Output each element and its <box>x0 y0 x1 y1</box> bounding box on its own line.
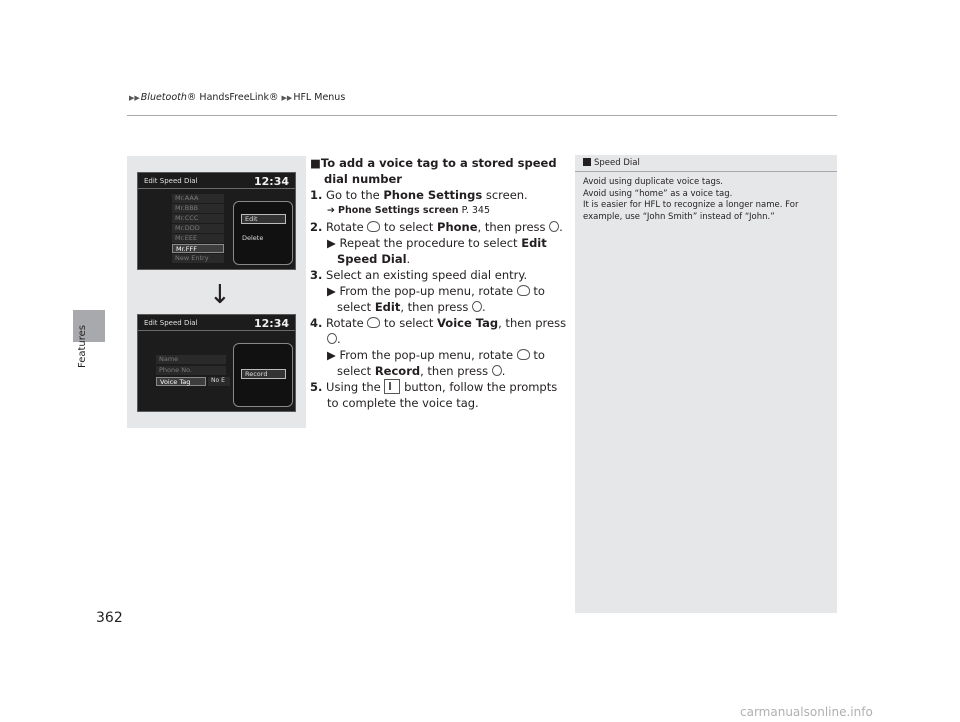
interface-dial-press-icon <box>327 333 337 344</box>
substep-arrow-icon: ▶ <box>327 284 336 298</box>
breadcrumb-arrow-icon: ▶▶ <box>281 94 293 102</box>
screen-title-divider <box>138 188 295 189</box>
flow-arrow-icon: ↓ <box>209 280 231 310</box>
speed-dial-entry[interactable]: Mr.DDD <box>172 224 224 233</box>
step-1: 1. Go to the Phone Settings screen. <box>310 188 528 202</box>
step-3: 3. Select an existing speed dial entry. <box>310 268 528 282</box>
field-name[interactable]: Name <box>156 355 226 364</box>
speed-dial-entry[interactable]: Mr.BBB <box>172 204 224 213</box>
screen-title-divider <box>138 330 295 331</box>
popup-menu <box>233 343 293 407</box>
section-tab-label: Features <box>77 325 88 368</box>
breadcrumb <box>129 92 345 103</box>
note-line: Avoid using duplicate voice tags. <box>583 177 723 187</box>
popup-option-delete[interactable]: Delete <box>242 234 264 242</box>
note-line: It is easier for HFL to recognize a longer name. For example, use “John Smith” instead of “John.” <box>583 200 799 222</box>
step-4: 4. Rotate to select Voice Tag, then press . <box>310 316 567 346</box>
side-note-body <box>583 177 833 223</box>
voice-tag-value: No E <box>208 377 230 386</box>
substep-arrow-icon: ▶ <box>327 236 336 250</box>
speed-dial-entry-selected[interactable]: Mr.FFF <box>172 244 224 253</box>
screen-edit-speed-dial-detail <box>137 314 296 412</box>
breadcrumb-item-hfl-menus[interactable]: HFL Menus <box>293 92 346 103</box>
breadcrumb-arrow-icon: ▶▶ <box>129 94 140 102</box>
speed-dial-entry[interactable]: Mr.AAA <box>172 194 224 203</box>
breadcrumb-item-hfl-suffix[interactable]: ® HandsFreeLink® <box>186 92 279 103</box>
side-note <box>575 155 837 613</box>
step-2-sub: ▶ Repeat the procedure to select Edit Speed Dial. <box>327 236 547 266</box>
watermark: carmanualsonline.info <box>740 705 873 719</box>
substep-arrow-icon: ▶ <box>327 348 336 362</box>
step-2: 2. Rotate to select Phone, then press . <box>310 220 563 234</box>
popup-menu <box>233 201 293 265</box>
instructions-heading: ■To add a voice tag to a stored speed dial number <box>310 156 557 186</box>
interface-dial-press-icon <box>472 301 482 312</box>
side-note-divider <box>575 171 837 172</box>
popup-option-record[interactable]: Record <box>241 369 286 379</box>
speed-dial-entry-new[interactable]: New Entry <box>172 254 224 263</box>
header-divider <box>127 115 837 116</box>
step-5: 5. Using the button, follow the prompts to complete the voice tag. <box>310 380 558 410</box>
page-number: 362 <box>96 610 123 626</box>
field-phone-no[interactable]: Phone No. <box>156 366 226 375</box>
interface-dial-rotate-icon <box>367 317 380 328</box>
step-4-sub: ▶ From the pop-up menu, rotate to select Record, then press . <box>327 348 545 378</box>
screen-clock: 12:34 <box>253 317 289 330</box>
interface-dial-rotate-icon <box>367 221 380 232</box>
side-note-title: Speed Dial <box>583 158 640 168</box>
field-voice-tag[interactable]: Voice Tag <box>156 377 206 386</box>
screen-title: Edit Speed Dial <box>144 177 198 185</box>
interface-dial-press-icon <box>492 365 502 376</box>
talk-button-icon <box>384 379 400 394</box>
heading-bullet-icon: ■ <box>310 156 321 170</box>
speed-dial-entry[interactable]: Mr.CCC <box>172 214 224 223</box>
screen-title: Edit Speed Dial <box>144 319 198 327</box>
step-1-reference-link[interactable]: ➔ Phone Settings screen P. 345 <box>327 205 490 216</box>
step-3-sub: ▶ From the pop-up menu, rotate to select Edit, then press . <box>327 284 545 314</box>
interface-dial-rotate-icon <box>517 285 530 296</box>
screen-clock: 12:34 <box>253 175 289 188</box>
breadcrumb-item-bluetooth[interactable]: Bluetooth <box>140 92 187 103</box>
reference-arrow-icon: ➔ <box>327 205 335 216</box>
screen-edit-speed-dial-list <box>137 172 296 270</box>
speed-dial-entry[interactable]: Mr.EEE <box>172 234 224 243</box>
note-line: Avoid using “home” as a voice tag. <box>583 188 733 199</box>
instructions <box>310 155 568 411</box>
interface-dial-press-icon <box>549 221 559 232</box>
note-marker-icon <box>583 158 591 166</box>
interface-dial-rotate-icon <box>517 349 530 360</box>
popup-option-edit[interactable]: Edit <box>241 214 286 224</box>
